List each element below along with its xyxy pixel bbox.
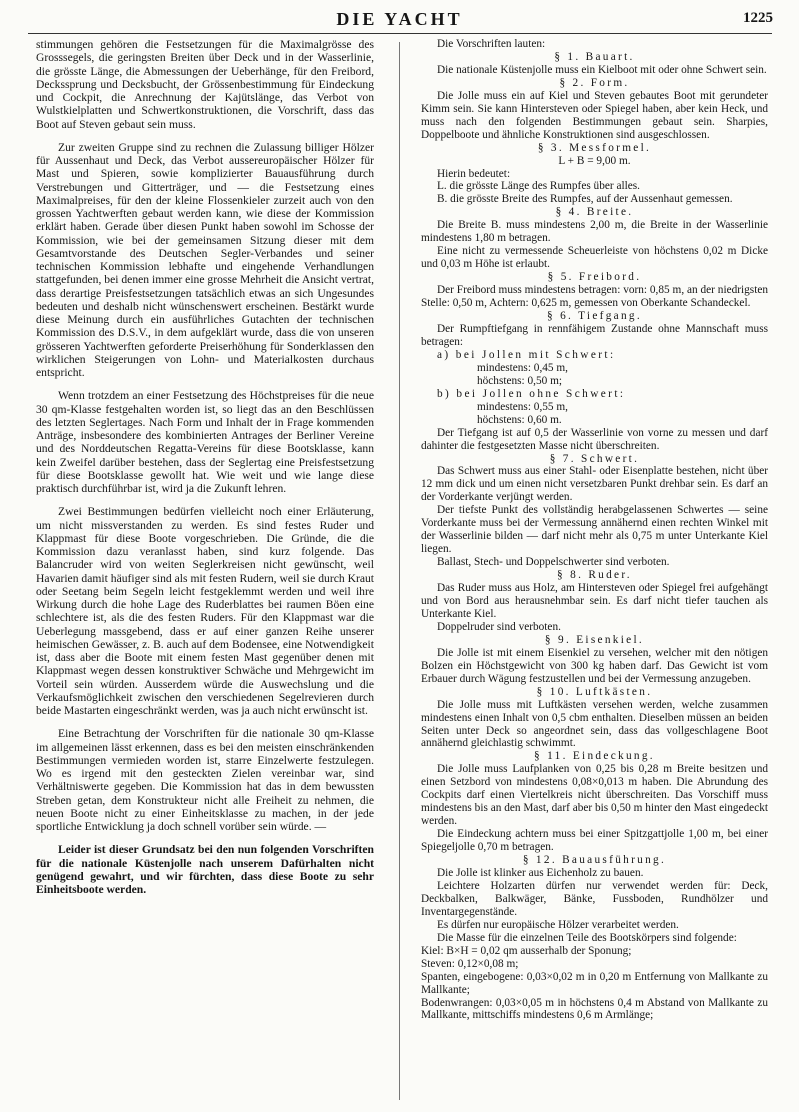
section-heading: § 4. Breite. <box>555 206 634 219</box>
right-column <box>421 38 768 1108</box>
magazine-title: DIE YACHT <box>336 9 463 29</box>
section-text: Die Jolle ist klinker aus Eichenholz zu bauen. <box>437 867 644 879</box>
section-text: Leichtere Holzarten dürfen nur verwendet werden für: Deck, Deckbalken, Balkwäger, Bänke, Fussboden, Rundhölzer und Inventargegenstände. <box>421 879 768 918</box>
left-column <box>36 38 374 1108</box>
page-number: 1225 <box>743 10 773 26</box>
draft-case-a: a) bei Jollen mit Schwert: <box>437 348 616 361</box>
section-heading: § 9. Eisenkiel. <box>544 633 645 646</box>
section-heading: § 1. Bauart. <box>554 50 635 63</box>
regulations-intro: Die Vorschriften lauten: <box>437 38 546 50</box>
dimension-item: Spanten, eingebogene: 0,03×0,02 m in 0,20 m Entfernung von Mallkante zu Mallkante; <box>421 970 768 996</box>
section-text: Die Eindeckung achtern muss bei einer Spitzgattjolle 1,00 m, bei einer Spiegeljolle 0,70 m betragen. <box>421 828 768 854</box>
paragraph: Wenn trotzdem an einer Festsetzung des Höchstpreises für die neue 30 qm-Klasse festgehalten worden ist, so liegt das an den Beschlüssen des letzten Seglertages. Nach Form und Inhalt der in Frage kommenden Anträge, insbesondere des kombinierten Antrages der Berliner Vereine und des Norddeutschen Regatta-Vereins für diese Bootsklasse, kann kein Zweifel darüber bestehen, dass der Seglertag eine Preisfestsetzung für diese Bootsklasse gewollt hat. Wie weit und wie lange diese praktisch durchführbar ist, wird ja die Zukunft lehren. <box>36 389 374 495</box>
definition-item: B. die grösste Breite des Rumpfes, auf der Aussenhaut gemessen. <box>437 193 733 206</box>
section-heading: § 10. Luftkästen. <box>536 685 653 698</box>
paragraph: Leider ist dieser Grundsatz bei den nun folgenden Vorschriften für die nationale Küstenjolle nach unserem Dafürhalten nicht genügend gewahrt, und wir fürchten, dass diese Boote zu sehr Einheitsboote werden. <box>36 843 374 896</box>
section-text: Das Ruder muss aus Holz, am Hintersteven oder Spiegel frei aufgehängt und von Bord aus herausnehmbar sein. Es darf nicht tiefer tauchen als Unterkante Kiel. <box>421 582 768 620</box>
section-text: Der Tiefgang ist auf 0,5 der Wasserlinie von vorne zu messen und darf dahinter die festgesetzten Masse nicht überschreiten. <box>421 426 768 452</box>
draft-value: mindestens: 0,55 m, <box>477 400 568 413</box>
definition-item: L. die grösste Länge des Rumpfes über alles. <box>437 180 640 193</box>
section-text: Die Masse für die einzelnen Teile des Bootskörpers sind folgende: <box>437 931 737 944</box>
section-text: Die Jolle muss mit Luftkästen versehen werden, welche zusammen mindestens einen Inhalt von 0,5 cbm enthalten. Dieselben müssen an beiden Seiten unter Deck so angeordnet sein, dass das vollgeschlagene Boot annähernd gleichlastig schwimmt. <box>421 698 768 750</box>
paragraph: Zwei Bestimmungen bedürfen vielleicht noch einer Erläuterung, um nicht missverstanden zu werden. Es sind festes Ruder und Klappmast für diese Boote vorgeschrieben. Die Gründe, die die Kommission dazu veranlasst haben, sind kurz folgende. Das Balancruder wird von weiten Seglerkreisen nicht gewünscht, weil Havarien damit häufiger sind als mit festen Rudern, weil sie durch Kraut oder Seetang beim Segeln leicht festgeklemmt werden und weil ihre Wirkung durch die hohe Lage des Ruderblattes bei raumen Böen eine schlechtere ist, als die des festen Ruders. Für den Klappmast war die Ueberlegung massgebend, dass er auf einer ganzen Reihe unserer heimischen Gewässer, z. B. auch auf dem Bodensee, eine Notwendigkeit ist, dass aber die Boote mit einem festen Mast gegenüber denen mit Klappmast wegen dessen konstruktiver Schwäche und Mehrgewicht im Vorteil sein würden. Ausserdem würde die Auswechslung und die Verkaufsmöglichkeit zwischen den verschiedenen Segelrevieren durch beide Mastarten eingeschränkt werden, was ja auch nicht erwünscht ist. <box>36 505 374 717</box>
section-heading: § 7. Schwert. <box>549 452 640 465</box>
header-rule <box>28 33 772 34</box>
section-text: Die nationale Küstenjolle muss ein Kielboot mit oder ohne Schwert sein. <box>437 63 767 76</box>
section-heading: § 5. Freibord. <box>547 271 642 284</box>
section-text: Ballast, Stech- und Doppelschwerter sind verboten. <box>437 556 670 569</box>
section-text: Die Jolle muss Laufplanken von 0,25 bis 0,28 m Breite besitzen und einen Setzbord von mindestens 0,08×0,013 m haben. Die Abrundung des Cockpits darf einen Viertelkreis nicht überschreiten. Das Vorschiff muss mindestens bis an den Mast, darf aber bis 0,50 m hinter den Mast eingedeckt werden. <box>421 763 768 828</box>
section-heading: § 8. Ruder. <box>557 569 632 582</box>
draft-value: höchstens: 0,50 m; <box>477 374 563 387</box>
section-text: Hierin bedeutet: <box>437 167 511 180</box>
section-text: Die Jolle ist mit einem Eisenkiel zu versehen, welcher mit den nötigen Bolzen ein Höchstgewicht von 300 kg haben darf. Das Gewicht ist vom Erbauer durch Wägung festzustellen und bei der Vermessung anzugeben. <box>421 646 768 685</box>
dimension-item: Bodenwrangen: 0,03×0,05 m in höchstens 0,4 m Abstand von Mallkante zu Mallkante, mittschiffs mindestens 0,6 m Armlänge; <box>421 996 768 1022</box>
section-heading: § 12. Bauausführung. <box>522 854 667 867</box>
section-text: Der tiefste Punkt des vollständig herabgelassenen Schwertes — seine Vorderkante muss bei der Vermessung annähernd einen rechten Winkel mit der Wasserlinie bilden — darf nicht mehr als 0,75 m unter Unterkante Kiel liegen. <box>421 504 768 556</box>
section-heading: § 6. Tiefgang. <box>547 310 642 323</box>
section-heading: § 2. Form. <box>559 76 630 89</box>
section-heading: § 11. Eindeckung. <box>534 750 655 763</box>
page-header <box>0 9 799 33</box>
section-heading: § 3. Messformel. <box>537 141 652 154</box>
dimension-item: Steven: 0,12×0,08 m; <box>421 957 519 970</box>
section-text: Der Rumpftiefgang in rennfähigem Zustande ohne Mannschaft muss betragen: <box>421 322 768 348</box>
section-text: Es dürfen nur europäische Hölzer verarbeitet werden. <box>437 918 679 931</box>
dimension-item: Kiel: B×H = 0,02 qm ausserhalb der Sponung; <box>421 944 632 957</box>
section-text: Eine nicht zu vermessende Scheuerleiste von höchstens 0,02 m Dicke und 0,03 m Höhe ist erlaubt. <box>421 245 768 271</box>
paragraph: Eine Betrachtung der Vorschriften für die nationale 30 qm-Klasse im allgemeinen lässt erkennen, dass es bei den meisten einschränkenden Bestimmungen vermieden worden ist, starre Einzelwerte festzulegen. Wo es irgend mit den gesteckten Zielen vereinbar war, sind Verhältniswerte gegeben. Die Kommission hat das in dem bewussten Streben getan, dem Konstrukteur nicht alle Freiheit zu nehmen, die neuen Boote nicht zu einer Einheitsklasse zu machen, in der jede sportliche Entwicklung ja doch schnell vorüber sein würde. — <box>36 727 374 833</box>
draft-value: höchstens: 0,60 m. <box>477 413 562 426</box>
paragraph: Zur zweiten Gruppe sind zu rechnen die Zulassung billiger Hölzer für Aussenhaut und Deck, das Verbot aussereuropäischer Hölzer für Mast und Spieren, sowie komplizierter Bauausführung durch Verstrebungen und Gitterträger, und — die Festsetzung eines Maximalpreises, für den der kleine Flossenkieler zurzeit auch von den grossen Yachtwerften gebaut werden kann, wie diese der Kommission erklärt haben. Gerade über diesen Punkt haben sowohl im Schosse der Kommission, wie bei der gemeinsamen Sitzung dieser mit dem Gesamtvorstande des Deutschen Segler-Verbandes und seiner technischen Kommission lebhafte und eingehende Verhandlungen stattgefunden, bei denen immer eine grosse Mehrheit die Ansicht vertrat, dass derartige Preisfestsetzungen tatsächlich etwas an sich Ungesundes bedeuten und deshalb nicht wünschenswert erscheinen. Bestärkt wurde diese Meinung durch ein ausführliches Gutachten der technischen Kommission des D.S.V., in dem aufgeklärt wurde, dass die von unseren grösseren Yachtwerften geforderte Preiserhöhung für Sonderklassen den wirklichen Steigerungen von Lohn- und Materialkosten durchaus entspricht. <box>36 140 374 379</box>
draft-value: mindestens: 0,45 m, <box>477 361 568 374</box>
paragraph: stimmungen gehören die Festsetzungen für die Maximalgrösse des Grosssegels, die geringsten Breiten über Deck und in der Wasserlinie, die grösste Länge, die Abmessungen der Ueberhänge, für den Freibord, Deckssprung und Decksbucht, der Grössenbestimmung für Eindeckung und Cockpit, die Anrechnung der Kajütslänge, das Verbot von Wulstkielplatten und Schwertkonstruktionen, die Vorschrift, dass das Boot auf Steven gebaut sein muss. <box>36 38 374 131</box>
section-text: Die Jolle muss ein auf Kiel und Steven gebautes Boot mit gerundeter Kimm sein. Sie kann Hintersteven oder Spiegel haben, aber kein Heck, und muss nach den folgenden Bestimmungen gebaut sein. Sharpies, Doppelboote und ähnliche Konstruktionen sind ausgeschlossen. <box>421 89 768 141</box>
section-text: Die Breite B. muss mindestens 2,00 m, die Breite in der Wasserlinie mindestens 1,80 m betragen. <box>421 219 768 245</box>
draft-case-b: b) bei Jollen ohne Schwert: <box>437 387 626 400</box>
section-text: Der Freibord muss mindestens betragen: vorn: 0,85 m, an der niedrigsten Stelle: 0,50 m, Achtern: 0,625 m, gemessen von Oberkante Schandeckel. <box>421 284 768 310</box>
section-text: Das Schwert muss aus einer Stahl- oder Eisenplatte bestehen, nicht über 12 mm dick und um einen nicht versetzbaren Punkt drehbar sein. Es darf an der Vorderkante verjüngt werden. <box>421 465 768 504</box>
column-divider <box>399 42 400 1100</box>
section-text: Doppelruder sind verboten. <box>437 620 561 633</box>
measurement-formula: L + B = 9,00 m. <box>558 154 631 167</box>
